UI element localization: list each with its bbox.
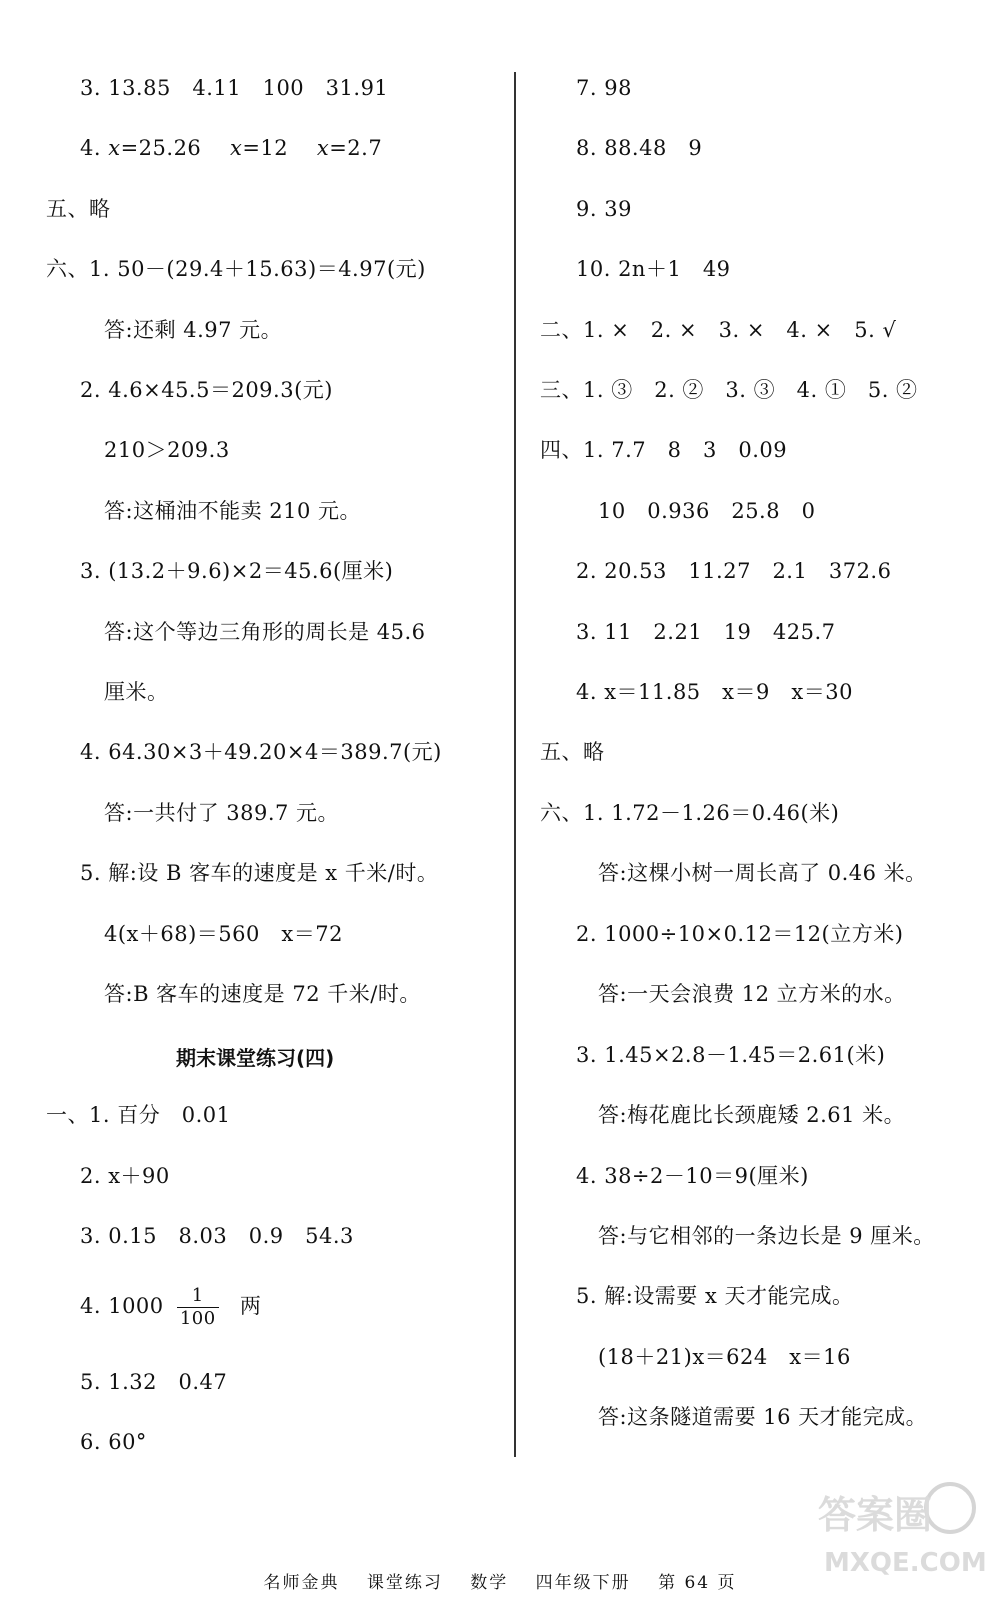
left-line-22: 6. 60° (80, 1430, 147, 1454)
left-line-6: 2. 4.6×45.5＝209.3(元) (80, 378, 333, 402)
right-line-6: 三、1. ③ 2. ② 3. ③ 4. ① 5. ② (540, 378, 918, 402)
left-line-20: 4. 1000 $\frac{1}{100}$ 两 (80, 1285, 262, 1329)
left-line-16: 答:B 客车的速度是 72 千米/时。 (104, 982, 421, 1006)
right-line-21: 5. 解:设需要 x 天才能完成。 (576, 1284, 854, 1308)
right-line-4: 10. 2n＋1 49 (576, 257, 731, 281)
right-line-12: 五、略 (540, 740, 605, 764)
section-title: 期末课堂练习(四) (176, 1046, 335, 1070)
page-footer (0, 1568, 1000, 1593)
left-line-13: 答:一共付了 389.7 元。 (104, 801, 340, 825)
right-line-9: 2. 20.53 11.27 2.1 372.6 (576, 559, 892, 583)
right-line-14: 答:这棵小树一周长高了 0.46 米。 (598, 861, 927, 885)
right-line-19: 4. 38÷2－10＝9(厘米) (576, 1164, 809, 1188)
left-line-8: 答:这桶油不能卖 210 元。 (104, 499, 362, 523)
right-line-1: 7. 98 (576, 76, 632, 100)
left-line-14: 5. 解:设 B 客车的速度是 x 千米/时。 (80, 861, 439, 885)
right-line-13: 六、1. 1.72－1.26＝0.46(米) (540, 801, 840, 825)
left-line-1: 3. 13.85 4.11 100 31.91 (80, 76, 389, 100)
right-line-16: 答:一天会浪费 12 立方米的水。 (598, 982, 906, 1006)
footer-grade: 四年级下册 (535, 1573, 631, 1593)
left-line-15: 4(x＋68)＝560 x＝72 (104, 922, 343, 946)
right-line-22: (18＋21)x＝624 x＝16 (598, 1345, 851, 1369)
right-line-8: 10 0.936 25.8 0 (598, 499, 816, 523)
left-line-11: 厘米。 (104, 680, 169, 704)
right-line-20: 答:与它相邻的一条边长是 9 厘米。 (598, 1224, 935, 1248)
footer-subject: 数学 (470, 1573, 509, 1593)
left-line-17: 一、1. 百分 0.01 (46, 1103, 231, 1127)
right-line-5: 二、1. × 2. × 3. × 4. × 5. √ (540, 318, 897, 342)
left-line-3: 五、略 (46, 197, 111, 221)
footer-book: 课堂练习 (366, 1573, 443, 1593)
watermark-logo: 答案圈 MXQE.COM (810, 1466, 980, 1586)
left-line-4: 六、1. 50－(29.4＋15.63)＝4.97(元) (46, 257, 426, 281)
left-line-5: 答:还剩 4.97 元。 (104, 318, 283, 342)
left-line-2: 4. x=25.26 x=12 x=2.7 (80, 136, 383, 160)
left-line-12: 4. 64.30×3＋49.20×4＝389.7(元) (80, 740, 442, 764)
right-line-7: 四、1. 7.7 8 3 0.09 (540, 438, 788, 462)
left-line-21: 5. 1.32 0.47 (80, 1370, 228, 1394)
right-line-23: 答:这条隧道需要 16 天才能完成。 (598, 1405, 928, 1429)
right-line-15: 2. 1000÷10×0.12＝12(立方米) (576, 922, 904, 946)
right-line-3: 9. 39 (576, 197, 632, 221)
fraction: $\frac{1}{100}$ (177, 1285, 219, 1330)
column-divider (514, 72, 516, 1457)
left-line-7: 210＞209.3 (104, 438, 230, 462)
footer-page-number: 第 64 页 (658, 1573, 737, 1593)
right-line-2: 8. 88.48 9 (576, 136, 703, 160)
right-line-10: 3. 11 2.21 19 425.7 (576, 620, 836, 644)
right-line-11: 4. x＝11.85 x＝9 x＝30 (576, 680, 853, 704)
left-line-9: 3. (13.2＋9.6)×2＝45.6(厘米) (80, 559, 394, 583)
left-line-19: 3. 0.15 8.03 0.9 54.3 (80, 1224, 354, 1248)
left-line-10: 答:这个等边三角形的周长是 45.6 (104, 620, 426, 644)
right-line-18: 答:梅花鹿比长颈鹿矮 2.61 米。 (598, 1103, 906, 1127)
footer-brand: 名师金典 (263, 1573, 340, 1593)
right-line-17: 3. 1.45×2.8－1.45＝2.61(米) (576, 1043, 886, 1067)
left-line-18: 2. x＋90 (80, 1164, 170, 1188)
